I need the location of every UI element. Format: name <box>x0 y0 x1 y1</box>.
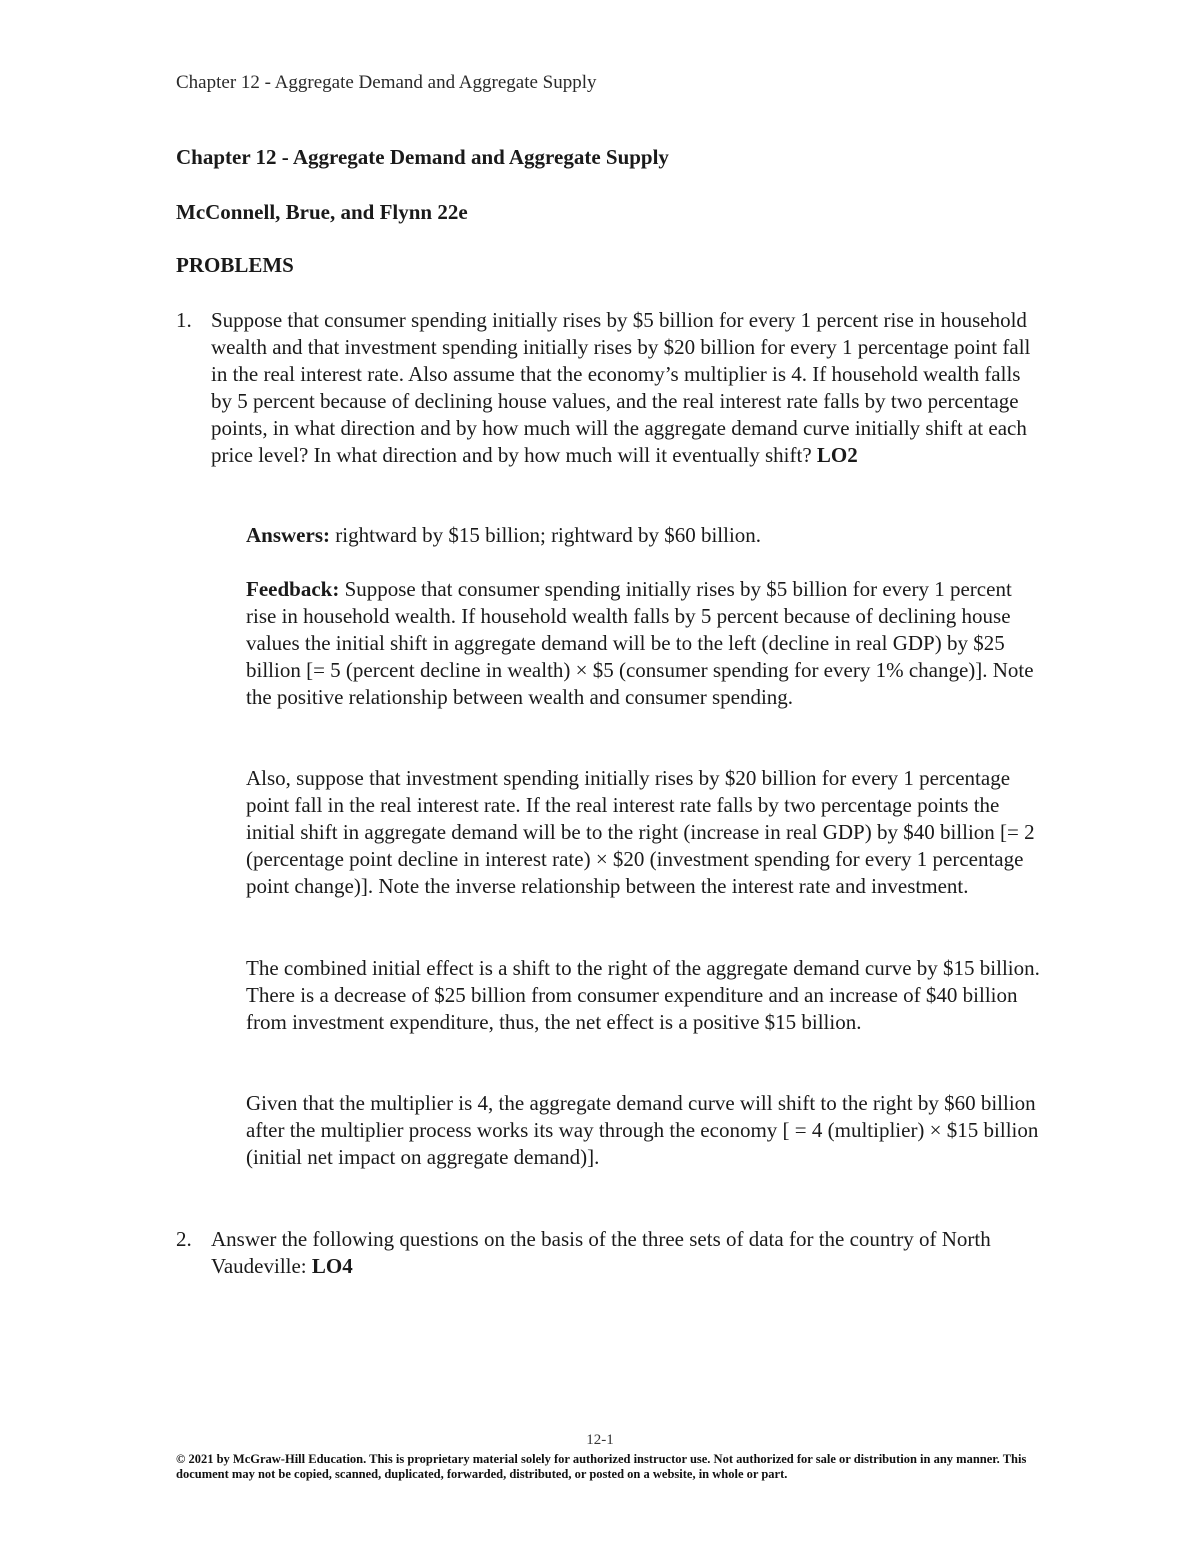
answers-text: rightward by $15 billion; rightward by $60 billion. <box>335 523 762 547</box>
problem-question: Answer the following questions on the basis of the three sets of data for the country of North Vaudeville: <box>211 1227 991 1278</box>
document-title: Chapter 12 - Aggregate Demand and Aggregate Supply <box>176 145 669 169</box>
feedback-paragraph: Given that the multiplier is 4, the aggregate demand curve will shift to the right by $60 billion after the multiplier process works its way through the economy [ = 4 (multiplier) × $15 billion (initial net impact on aggregate demand)]. <box>246 1091 1039 1169</box>
problem-number: 1. <box>176 308 192 332</box>
section-heading: PROBLEMS <box>176 253 294 277</box>
feedback-block <box>246 576 1046 711</box>
running-header: Chapter 12 - Aggregate Demand and Aggregate Supply <box>176 72 597 93</box>
document-authors: McConnell, Brue, and Flynn 22e <box>176 200 468 224</box>
feedback-paragraph: Also, suppose that investment spending initially rises by $20 billion for every 1 percentage point fall in the real interest rate. If the real interest rate falls by two percentage points the initial shift in aggregate demand will be to the right (increase in real GDP) by $40 billion [= 2 (percentage point decline in interest rate) × $20 (investment spending for every 1 percentage point change)]. Note the inverse relationship between the interest rate and investment. <box>246 766 1035 898</box>
problem-number: 2. <box>176 1227 192 1251</box>
problem-text <box>211 307 1036 469</box>
learning-objective: LO2 <box>816 443 858 467</box>
answers-label: Answers: <box>246 523 330 547</box>
learning-objective: LO4 <box>311 1254 353 1278</box>
problem-2 <box>176 1226 1036 1280</box>
problem-question: Suppose that consumer spending initially rises by $5 billion for every 1 percent rise in household wealth and that investment spending initially rises by $20 billion for every 1 percentage point fall in the real interest rate. Also assume that the economy’s multiplier is 4. If household wealth falls by 5 percent because of declining house values, and the real interest rate falls by two percentage points, in what direction and by how much will the aggregate demand curve initially shift at each price level? In what direction and by how much will it eventually shift? <box>211 308 1031 467</box>
page-number: 12-1 <box>586 1432 614 1448</box>
feedback-label: Feedback: <box>246 577 340 601</box>
answers-block <box>246 522 1046 549</box>
feedback-paragraph: The combined initial effect is a shift to the right of the aggregate demand curve by $15 billion. There is a decrease of $25 billion from consumer expenditure and an increase of $40 billion from investment expenditure, thus, the net effect is a positive $15 billion. <box>246 956 1040 1034</box>
problem-text <box>211 1226 1036 1280</box>
problem-1 <box>176 307 1036 469</box>
copyright-notice: © 2021 by McGraw-Hill Education. This is proprietary material solely for authorized instructor use. Not authorized for sale or distribution in any manner. This document may not be copied, scanned, duplicated, forwarded, distributed, or posted on a website, in whole or part. <box>176 1452 1027 1481</box>
feedback-text: Suppose that consumer spending initially rises by $5 billion for every 1 percent rise in household wealth. If household wealth falls by 5 percent because of declining house values the initial shift in aggregate demand will be to the left (decline in real GDP) by $25 billion [= 5 (percent decline in wealth) × $5 (consumer spending for every 1% change)]. Note the positive relationship between wealth and consumer spending. <box>246 577 1034 709</box>
